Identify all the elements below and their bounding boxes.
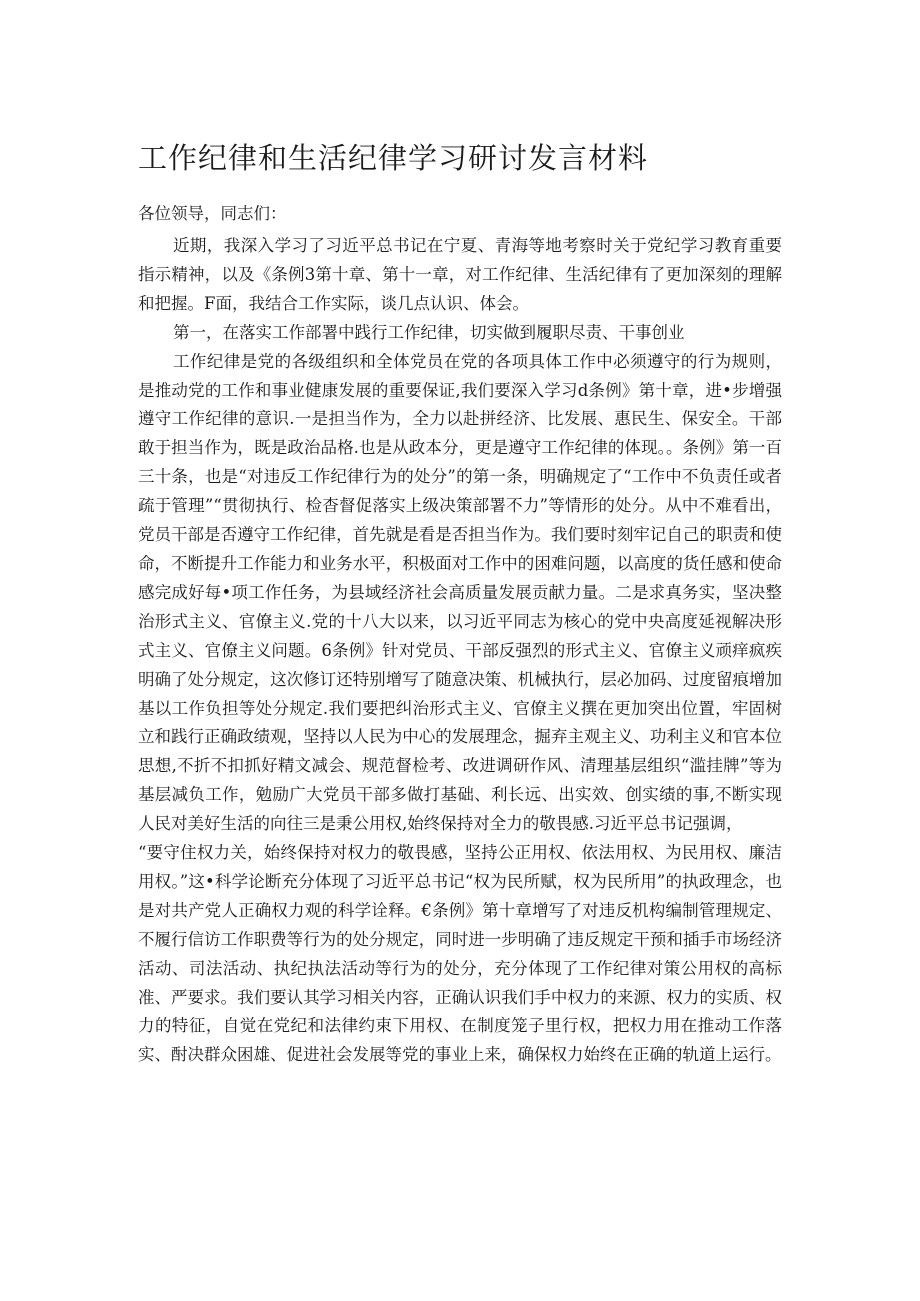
document-title: 工作纪律和生活纪律学习研讨发言材料 bbox=[138, 141, 649, 175]
paragraph-work-discipline: 工作纪律是党的各级组织和全体党员在党的各项具体工作中必须遵守的行为规则，是推动党的工作和事业健康发展的重要保证,我们要深入学习d条例》第十章，进•步增强遵守工作纪律的意识.一是担当作为，全力以赴拼经济、比发展、惠民生、保安全。干部敢于担当作为，既是政治品格.也是从政本分，更是遵守工作纪律的体现。。条例》第一百三十条，也是“对违反工作纪律行为的处分”的第一条，明确规定了“工作中不负责任或者疏于管理”“贯彻执行、检杳督促落实上级决策部署不力”等情形的处分。从中不难看出，党员干部是否遵守工作纪律，首先就是看是否担当作为。我们要时刻牢记自己的职责和使命，不断提升工作能力和业务水平，积极面对工作中的困难问题，以高度的货任感和使命感完成好每•项工作任务，为县域经济社会高质量发展贡献力量。二是求真务实，坚决整治形式主义、官僚主义.党的十八大以来，以习近平同志为核心的党中央高度延视解决形式主义、官僚主义问题。6条例》针对党员、干部反强烈的形式主义、官僚主义顽痒疯疾明确了处分规定，这次修订还特别增写了随意决策、机械执行，层必加码、过度留痕增加基以工作负担等处分规定.我们要把纠治形式主义、官僚主义撰在更加突出位置，牢固树立和践行正确政绩观，坚持以人民为中心的发展理念，掘弃主观主义、功利主义和官本位思想,不折不扣抓好精文减会、规范督检考、改进调研作风、清理基层组织“滥挂牌”等为基层减负工作，勉励广大党员干部多做打基础、利长远、出实效、创实绩的事,不断实现人民对美好生活的向往三是秉公用权,始终保持对全力的敬畏感.习近平总书记强调， bbox=[138, 351, 782, 834]
document-body bbox=[138, 232, 782, 1070]
section-heading-first: 第一，在落实工作部署中践行工作纪律，切实做到履职尽责、干事创业 bbox=[173, 322, 685, 342]
salutation: 各位领导，同志们： bbox=[138, 204, 287, 223]
paragraph-intro: 近期，我深入学习了习近平总书记在宁夏、青海等地考察时关于党纪学习教育重要指示精神，以及《条例3第十章、第十一章，对工作纪律、生活纪律有了更加深刻的理解和把握。F面，我结合工作实际，谈几点认识、体会。 bbox=[138, 236, 782, 313]
paragraph-power-quote: “要守住权力关，始终保持对权力的敬畏感，坚持公正用权、依法用权、为民用权、廉洁用权。”这•科学论断充分体现了习近平总书记“权为民所赋，权为民所用”的执政理念，也是对共产党人正确权力观的科学诠释。€条例》第十章增写了对违反机构编制管理规定、不履行信访工作职费等行为的处分规定，同时进一步明确了违反规定干预和插手市场经济活动、司法活动、执纪执法活动等行为的处分，充分体现了工作纪律对策公用权的高标准、严要求。我们要认其学习相关内容，正确认识我们手中权力的来源、权力的实质、权力的特征，自觉在党纪和法律约束下用权、在制度笼子里行权，把权力用在推动工作落实、酎决群众困雄、促进社会发展等党的事业上来，确保权力始终在正确的轨道上运行。 bbox=[138, 843, 782, 1065]
